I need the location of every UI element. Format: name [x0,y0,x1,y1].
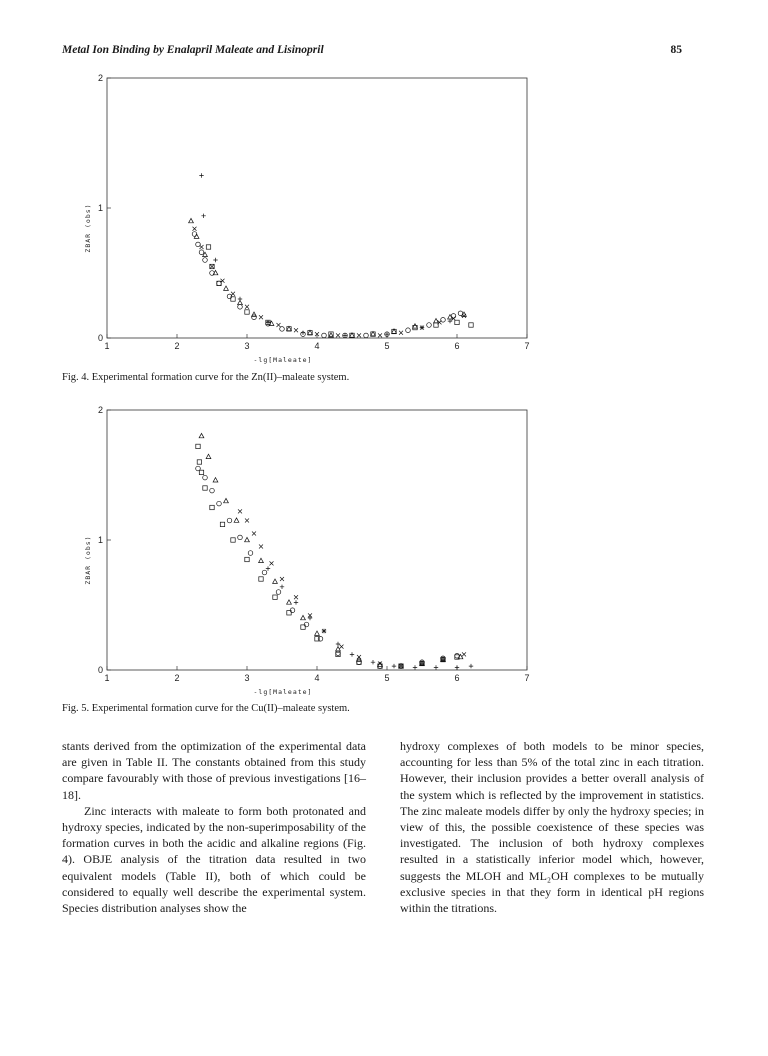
data-point [224,498,229,502]
data-point [199,433,204,437]
data-point [252,532,256,536]
data-point [469,664,473,668]
data-point [259,545,263,549]
data-point [196,466,201,471]
data-point [262,570,267,575]
data-point [427,323,432,328]
data-point [203,475,208,480]
data-point [277,323,281,327]
data-point [441,318,446,323]
data-point [248,551,253,556]
data-point [434,323,438,327]
data-point [350,652,354,656]
figure-4-caption: Fig. 4. Experimental formation curve for the Zn(II)–maleate system. [62,372,350,383]
data-point [336,651,341,656]
x-axis-title: -lg[Maleate] [253,356,313,364]
data-point [206,454,211,458]
x-tick-label: 4 [314,673,320,683]
data-point [399,331,403,335]
figure-5-caption: Fig. 5. Experimental formation curve for the Cu(II)–maleate system. [62,703,350,714]
data-point [213,270,218,274]
body-column-right [400,738,704,916]
y-tick-label: 0 [97,333,103,343]
x-tick-label: 1 [104,673,110,683]
data-point [413,665,417,669]
data-point [413,324,418,328]
data-point [203,252,208,256]
data-point [224,286,229,290]
data-point [259,315,263,319]
data-point [266,320,270,324]
x-tick-label: 5 [384,673,390,683]
data-point [210,505,214,509]
y-axis-title: ZBAR (obs) [84,203,92,253]
y-axis-title: ZBAR (obs) [84,535,92,585]
y-tick-label: 1 [97,203,103,213]
x-tick-label: 7 [524,673,530,683]
data-point [273,595,277,599]
data-point [213,258,217,262]
data-point [238,535,243,540]
data-point [336,647,341,651]
data-point [201,214,205,218]
data-point [245,537,250,541]
x-tick-label: 2 [174,341,180,351]
data-point [392,664,396,668]
y-tick-label: 1 [97,535,103,545]
figure-4-chart [0,70,768,370]
data-point [301,331,305,335]
data-point [259,558,264,562]
data-point [199,470,203,474]
data-point [220,522,224,526]
data-point [189,218,194,222]
data-point [210,488,215,493]
data-point [217,281,222,286]
x-tick-label: 2 [174,673,180,683]
data-point [336,333,340,337]
body-column-left [62,738,366,916]
figure-5 [0,402,768,722]
body-paragraph: stants derived from the optimization of the experimental data are given in Table II. The constants obtained from this study compare favourably with those of previous investigations [16–18]. [62,739,366,802]
data-point [455,665,459,669]
data-point [238,297,242,301]
data-point [434,665,438,669]
data-point [238,305,243,310]
body-paragraph: Zinc interacts with maleate to form both protonated and hydroxy species, indicated by the non-superimposability of the formation curves in both the acidic and alkaline regions (Fig. 4). OBJE analysis of the titration data resulted in two equivalent models (Table II), both of which could be considered to equally well describe the experimental system. Species distribution analyses show the [62,803,366,916]
data-point [206,245,210,249]
data-point [357,333,361,337]
running-head: Metal Ion Binding by Enalapril Maleate and Lisinopril [62,44,324,56]
data-point [245,557,249,561]
data-point [406,328,411,333]
x-tick-label: 1 [104,341,110,351]
data-point [276,590,281,595]
data-point [234,518,239,522]
data-point [231,292,235,296]
y-tick-label: 2 [97,405,103,415]
data-point [217,501,222,506]
data-point [280,577,284,581]
figure-4 [0,70,768,390]
plot-frame [107,78,527,338]
data-point [245,310,249,314]
y-tick-label: 0 [97,665,103,675]
data-point [280,327,285,332]
data-point [469,323,473,327]
data-point [203,258,208,263]
data-point [304,622,309,627]
data-point [196,242,201,247]
data-point [301,615,306,619]
data-point [455,320,459,324]
data-point [270,561,274,565]
data-point [462,652,466,656]
data-point [294,328,298,332]
data-point [213,478,218,482]
body-paragraph: hydroxy complexes of both models to be minor species, accounting for less than 5% of the total zinc in each titration. However, their inclusion provides a better overall analysis of the system which is reflected by the improvement in statistics. The zinc maleate models differ by only the hydroxy species; in view of this, the possible coexistence of these species was investigated. The inclusion of both hydroxy complexes resulted in a statistically inferior model which, however, suggests the MLOH and ML₂OH complexes to be mutually exclusive species in that they form in identical pH regions within the titrations. [400,739,704,916]
data-point [322,333,327,338]
data-point [193,227,197,231]
data-point [259,577,263,581]
x-tick-label: 5 [384,341,390,351]
data-point [273,579,278,583]
x-tick-label: 3 [244,341,250,351]
data-point [294,595,298,599]
data-point [287,600,292,604]
data-point [199,250,204,255]
data-point [448,319,452,323]
x-tick-label: 7 [524,341,530,351]
data-point [197,460,201,464]
x-tick-label: 3 [244,673,250,683]
data-point [364,333,369,338]
x-tick-label: 4 [314,341,320,351]
data-point [371,660,375,664]
data-point [266,566,270,570]
data-point [280,585,284,589]
data-point [199,173,203,177]
x-axis-title: -lg[Maleate] [253,688,313,696]
data-point [378,333,382,337]
page-number: 85 [670,44,682,56]
data-point [231,538,235,542]
figure-5-chart [0,402,768,702]
data-point [227,518,232,523]
data-point [196,444,200,448]
data-point [340,645,344,649]
data-point [315,631,320,635]
data-point [294,600,298,604]
y-tick-label: 2 [97,73,103,83]
data-point [238,509,242,513]
data-point [200,245,204,249]
data-point [245,519,249,523]
data-point [210,265,214,269]
x-tick-label: 6 [454,341,460,351]
data-point [203,486,207,490]
data-point [245,305,249,309]
data-point [252,312,257,316]
x-tick-label: 6 [454,673,460,683]
data-point [357,657,362,661]
data-point [357,655,361,659]
data-point [336,642,340,646]
data-point [290,608,295,613]
